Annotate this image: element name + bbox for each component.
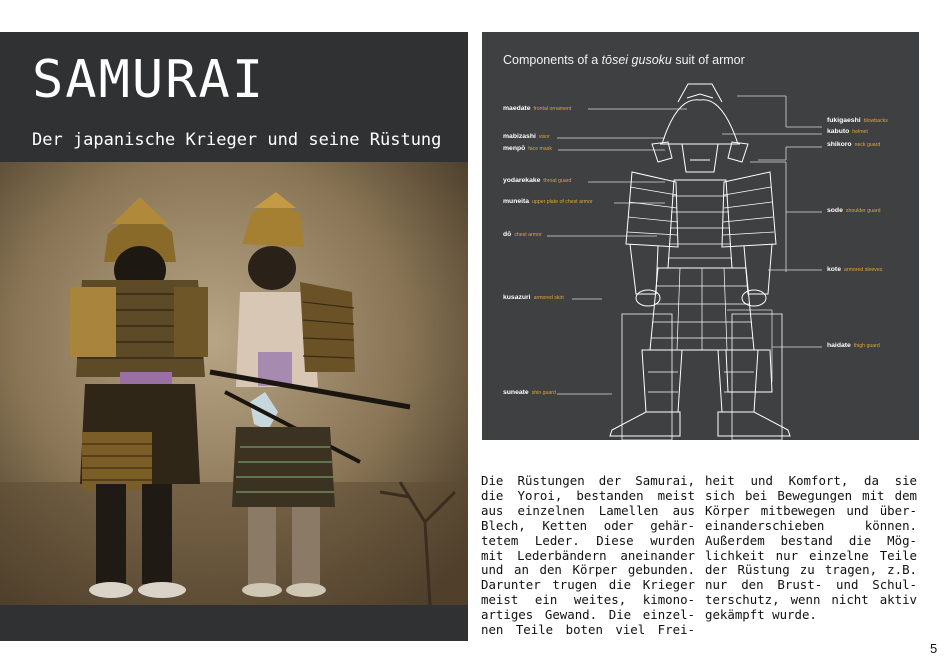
body-text-column-1 <box>481 474 695 638</box>
armor-illustration <box>482 32 919 440</box>
body-text-column-2 <box>705 474 917 623</box>
text-line: die Yoroi, bestanden meist <box>481 487 695 503</box>
text-line: Blech, Ketten oder gehär- <box>481 517 695 533</box>
text-line: terschutz, wenn nicht aktiv <box>705 592 917 608</box>
text-line: aus einzelnen Lamellen aus <box>481 502 695 518</box>
text-line: Körper mitbewegen und über- <box>705 502 917 518</box>
label-kabuto: kabuto helmet <box>827 128 868 135</box>
label-sode: sode shoulder guard <box>827 207 881 214</box>
label-yodarekake: yodarekake throat guard <box>503 177 572 184</box>
text-line: der Rüstung zu tragen, z.B. <box>705 562 917 578</box>
page-subtitle: Der japanische Krieger und seine Rüstung <box>32 130 442 150</box>
text-line: Darunter trugen die Krieger <box>481 577 695 593</box>
label-kote: kote armored sleeves <box>827 266 883 273</box>
label-menpo: menpō face mask <box>503 145 552 152</box>
label-shikoro: shikoro neck guard <box>827 141 881 148</box>
text-line: nur den Brust- und Schul- <box>705 577 917 593</box>
text-line: nen Teile boten viel Frei- <box>481 622 695 638</box>
label-kusazuri: kusazuri armored skirt <box>503 294 564 301</box>
label-maedate: maedate frontal ornament <box>503 105 572 112</box>
label-fukigaeshi: fukigaeshi blowbacks <box>827 117 888 124</box>
title-panel <box>0 32 468 641</box>
text-line: meist ein weites, kimono- <box>481 592 695 608</box>
text-line: sich bei Bewegungen mit dem <box>705 487 917 503</box>
text-line: Die Rüstungen der Samurai, <box>481 473 695 488</box>
label-suneate: suneate shin guard <box>503 389 556 396</box>
page-title: SAMURAI <box>32 50 266 110</box>
text-line: und an den Körper gebunden. <box>481 562 695 578</box>
text-line: einanderschieben können. <box>705 517 917 533</box>
text-line: heit und Komfort, da sie <box>705 473 917 488</box>
label-haidate: haidate thigh guard <box>827 342 880 349</box>
page-number: 5 <box>930 641 938 656</box>
text-line: Außerdem bestand die Mög- <box>705 532 917 548</box>
text-line: gekämpft wurde. <box>705 607 817 623</box>
label-mabizashi: mabizashi visor <box>503 133 550 140</box>
text-line: mit Lederbändern aneinander <box>481 547 695 563</box>
diagram-title: Components of a tōsei gusoku suit of armor <box>503 53 745 67</box>
label-muneita: muneita upper plate of chest armor <box>503 198 593 205</box>
text-line: artiges Gewand. Die einzel- <box>481 607 695 623</box>
text-line: tetem Leder. Diese wurden <box>481 532 695 548</box>
samurai-photo <box>0 162 468 605</box>
text-line: lichkeit nur einzelne Teile <box>705 547 917 563</box>
armor-diagram <box>482 32 919 440</box>
label-do: dō chest armor <box>503 231 542 238</box>
